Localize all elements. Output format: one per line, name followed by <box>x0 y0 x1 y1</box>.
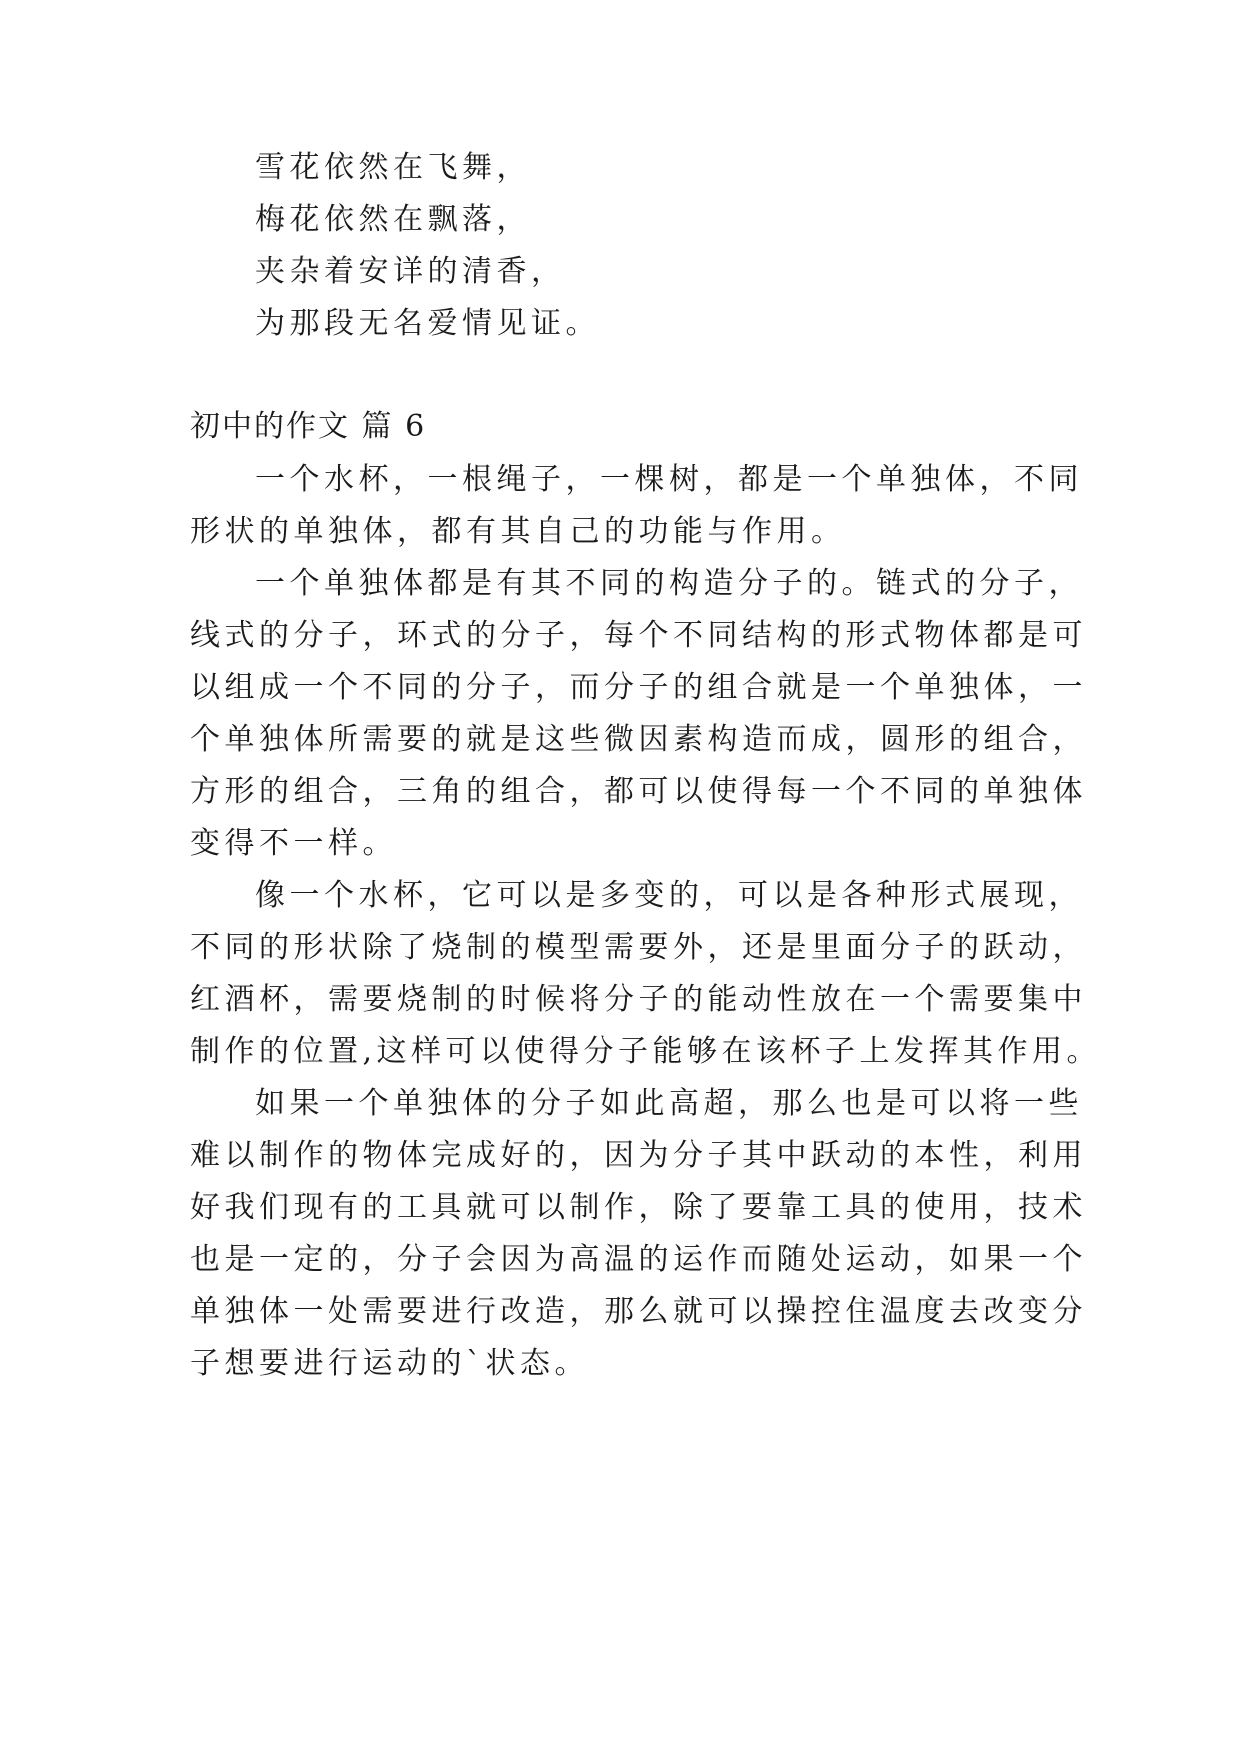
paragraph-line: 不同的形状除了烧制的模型需要外，还是里面分子的跃动， <box>190 930 1087 965</box>
paragraph-line: 也是一定的，分子会因为高温的运作而随处运动，如果一个 <box>190 1242 1087 1277</box>
paragraph-line: 难以制作的物体完成好的，因为分子其中跃动的本性，利用 <box>190 1138 1087 1173</box>
paragraph-line: 像一个水杯，它可以是多变的，可以是各种形式展现， <box>255 878 1083 913</box>
paragraph-line: 个单独体所需要的就是这些微因素构造而成，圆形的组合， <box>190 722 1087 757</box>
paragraph-line: 一个水杯，一根绳子，一棵树，都是一个单独体，不同 <box>255 462 1083 497</box>
poem-line: 梅花依然在飘落， <box>255 202 531 237</box>
paragraph-line: 子想要进行运动的`状态。 <box>190 1346 589 1381</box>
poem-line: 雪花依然在飞舞， <box>255 150 531 185</box>
paragraph-line: 变得不一样。 <box>190 826 397 861</box>
paragraph-line: 线式的分子，环式的分子，每个不同结构的形式物体都是可 <box>190 618 1087 653</box>
paragraph-line: 制作的位置,这样可以使得分子能够在该杯子上发挥其作用。 <box>190 1034 1102 1069</box>
paragraph-line: 好我们现有的工具就可以制作，除了要靠工具的使用，技术 <box>190 1190 1087 1225</box>
paragraph-line: 方形的组合，三角的组合，都可以使得每一个不同的单独体 <box>190 774 1087 809</box>
paragraph-line: 一个单独体都是有其不同的构造分子的。链式的分子， <box>255 566 1083 601</box>
poem-line: 夹杂着安详的清香， <box>255 254 566 289</box>
paragraph-line: 如果一个单独体的分子如此高超，那么也是可以将一些 <box>255 1086 1083 1121</box>
section-heading: 初中的作文 篇 6 <box>190 409 427 444</box>
poem-line: 为那段无名爱情见证。 <box>255 306 600 341</box>
paragraph-line: 形状的单独体，都有其自己的功能与作用。 <box>190 514 846 549</box>
paragraph-line: 以组成一个不同的分子，而分子的组合就是一个单独体，一 <box>190 670 1087 705</box>
paragraph-line: 红酒杯，需要烧制的时候将分子的能动性放在一个需要集中 <box>190 982 1087 1017</box>
paragraph-line: 单独体一处需要进行改造，那么就可以操控住温度去改变分 <box>190 1294 1087 1329</box>
